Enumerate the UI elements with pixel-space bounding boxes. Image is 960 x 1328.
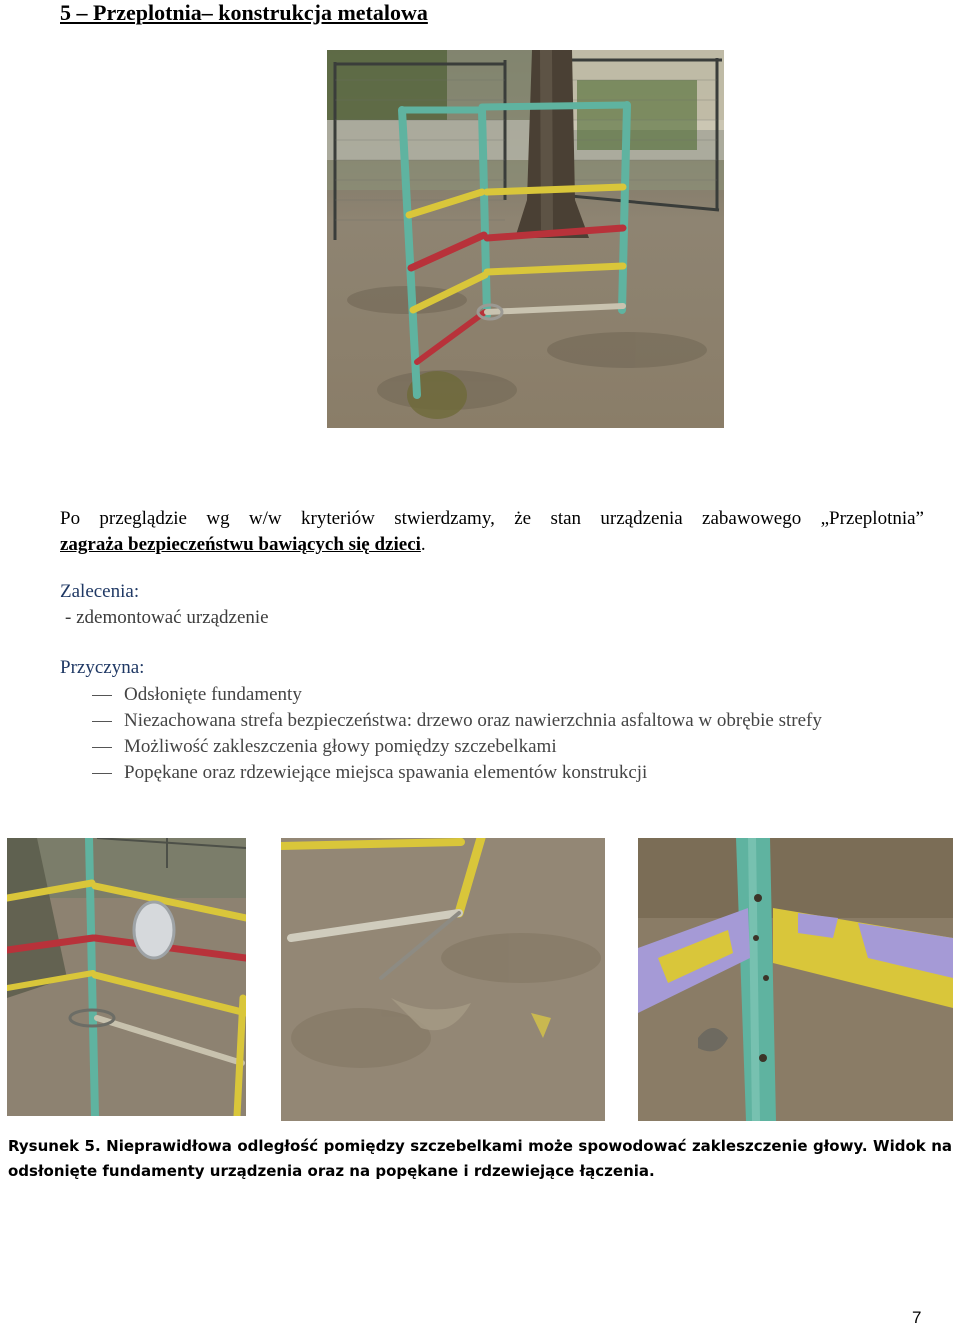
figure-caption: Rysunek 5. Nieprawidłowa odległość pomiędzy szczebelkami może spowodować zakleszczenie głowy. Widok na odsłonięte fundamenty urządzenia oraz na popękane i rdzewiejące łączenia. <box>8 1137 952 1180</box>
assessment-verdict: zagraża bezpieczeństwu bawiących się dzieci <box>60 534 421 555</box>
section-heading: 5 – Przeplotnia– konstrukcja metalowa <box>60 0 428 25</box>
causes-label: Przyczyna: <box>60 657 145 678</box>
cause-item: Odsłonięte fundamenty <box>92 682 912 708</box>
photo-rungs-closeup <box>7 838 246 1116</box>
cause-item: Niezachowana strefa bezpieczeństwa: drzewo oraz nawierzchnia asfaltowa w obrębie strefy <box>92 708 912 734</box>
assessment-paragraph <box>60 506 924 558</box>
cause-item: Popękane oraz rdzewiejące miejsca spawania elementów konstrukcji <box>92 760 912 786</box>
main-photo <box>327 50 724 428</box>
page-number: 7 <box>912 1308 922 1327</box>
photo-exposed-foundation <box>281 838 605 1121</box>
cause-item: Możliwość zakleszczenia głowy pomiędzy szczebelkami <box>92 734 912 760</box>
photo-cracked-weld <box>638 838 953 1121</box>
causes-list <box>92 682 912 786</box>
assessment-end: . <box>420 534 426 555</box>
assessment-line-1: Po przeglądzie wg w/w kryteriów stwierdzamy, że stan urządzenia zabawowego „Przeplotnia” <box>60 508 924 529</box>
recommendations-label: Zalecenia: <box>60 581 140 602</box>
recommendation-item: - zdemontować urządzenie <box>65 607 269 628</box>
